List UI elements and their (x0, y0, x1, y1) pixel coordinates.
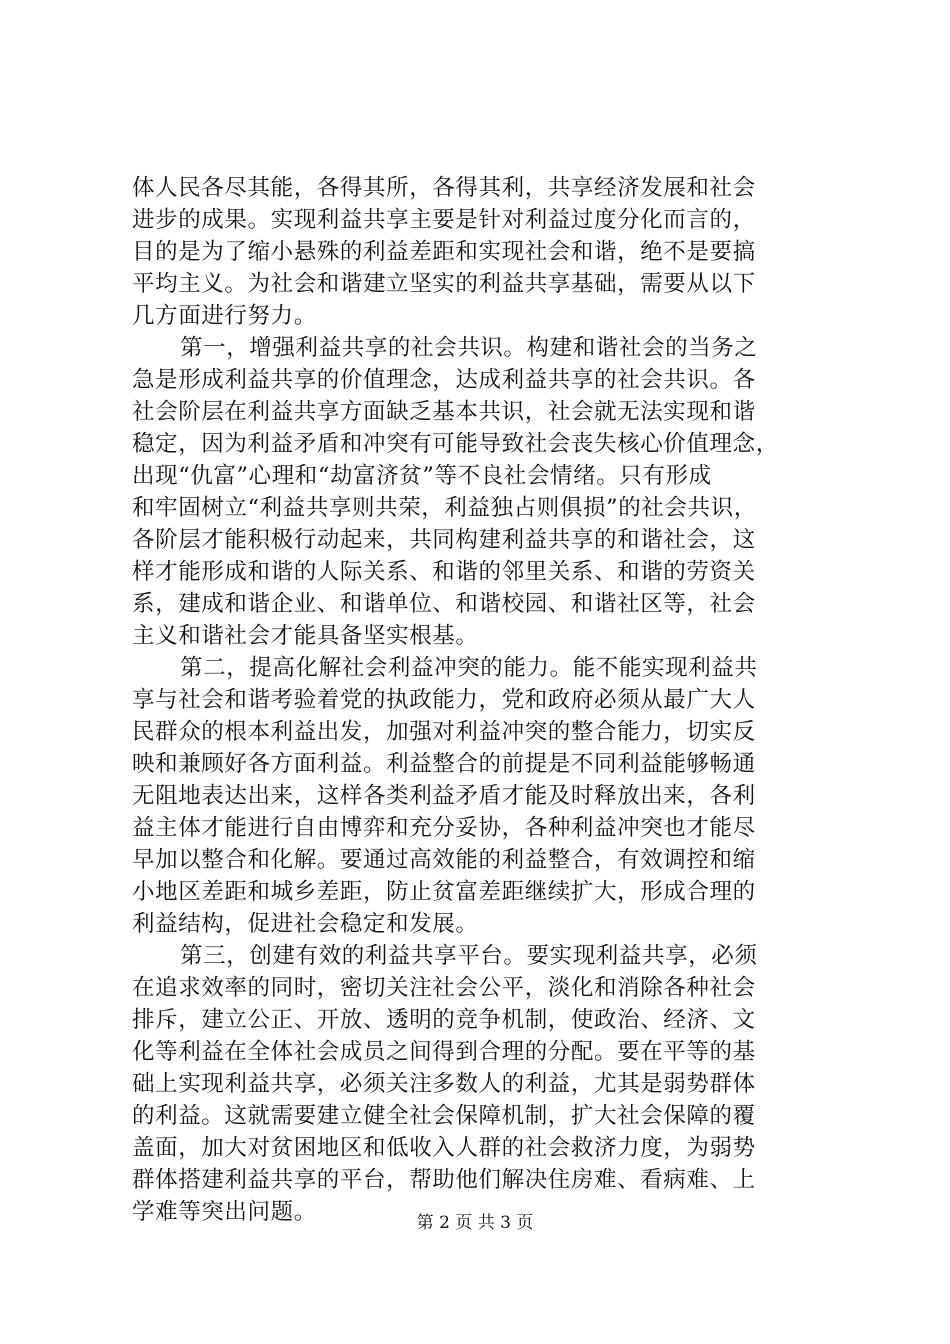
text-line: 映和兼顾好各方面利益。利益整合的前提是不同利益能够畅通 (132, 751, 756, 777)
paragraph-first-line: 第三，创建有效的利益共享平台。要实现利益共享，必须 (180, 943, 758, 969)
text-line: 急是形成利益共享的价值理念，达成利益共享的社会共识。各 (132, 367, 756, 393)
text-line: 础上实现利益共享，必须关注多数人的利益，尤其是弱势群体 (132, 1071, 756, 1097)
text-line: 的利益。这就需要建立健全社会保障机制，扩大社会保障的覆 (132, 1103, 756, 1129)
text-line: 盖面，加大对贫困地区和低收入人群的社会救济力度，为弱势 (132, 1135, 756, 1161)
page-number-footer: 第 2 页 共 3 页 (416, 1213, 534, 1233)
text-line: 出现“仇富”心理和“劫富济贫”等不良社会情绪。只有形成 (132, 463, 712, 489)
text-line: 小地区差距和城乡差距，防止贫富差距继续扩大，形成合理的 (132, 879, 756, 905)
text-line: 稳定，因为利益矛盾和冲突有可能导致社会丧失核心价值理念， (132, 431, 779, 457)
text-line: 享与社会和谐考验着党的执政能力，党和政府必须从最广大人 (132, 687, 756, 713)
paragraph-first-line: 第一，增强利益共享的社会共识。构建和谐社会的当务之 (180, 335, 758, 361)
text-line: 系，建成和谐企业、和谐单位、和谐校园、和谐社区等，社会 (132, 591, 756, 617)
text-line: 体人民各尽其能，各得其所，各得其利，共享经济发展和社会 (132, 175, 756, 201)
text-line: 主义和谐社会才能具备坚实根基。 (132, 623, 479, 649)
text-line: 在追求效率的同时，密切关注社会公平，淡化和消除各种社会 (132, 975, 756, 1001)
body-text (132, 172, 832, 1228)
text-line: 平均主义。为社会和谐建立坚实的利益共享基础，需要从以下 (132, 271, 756, 297)
text-line: 样才能形成和谐的人际关系、和谐的邻里关系、和谐的劳资关 (132, 559, 756, 585)
text-line: 进步的成果。实现利益共享主要是针对利益过度分化而言的， (132, 207, 756, 233)
text-line: 几方面进行努力。 (132, 303, 317, 329)
text-line: 学难等突出问题。 (132, 1199, 317, 1225)
text-line: 目的是为了缩小悬殊的利益差距和实现社会和谐，绝不是要搞 (132, 239, 756, 265)
text-line: 和牢固树立“利益共享则共荣，利益独占则俱损”的社会共识， (132, 495, 757, 521)
text-line: 无阻地表达出来，这样各类利益矛盾才能及时释放出来，各利 (132, 783, 756, 809)
text-line: 排斥，建立公正、开放、透明的竞争机制，使政治、经济、文 (132, 1007, 756, 1033)
text-line: 早加以整合和化解。要通过高效能的利益整合，有效调控和缩 (132, 847, 756, 873)
text-line: 各阶层才能积极行动起来，共同构建利益共享的和谐社会，这 (132, 527, 756, 553)
text-line: 群体搭建利益共享的平台，帮助他们解决住房难、看病难、上 (132, 1167, 756, 1193)
text-line: 益主体才能进行自由博弈和充分妥协，各种利益冲突也才能尽 (132, 815, 756, 841)
text-line: 社会阶层在利益共享方面缺乏基本共识，社会就无法实现和谐 (132, 399, 756, 425)
paragraph-first-line: 第二，提高化解社会利益冲突的能力。能不能实现利益共 (180, 655, 758, 681)
text-line: 民群众的根本利益出发，加强对利益冲突的整合能力，切实反 (132, 719, 756, 745)
text-line: 化等利益在全体社会成员之间得到合理的分配。要在平等的基 (132, 1039, 756, 1065)
text-line: 利益结构，促进社会稳定和发展。 (132, 911, 479, 937)
